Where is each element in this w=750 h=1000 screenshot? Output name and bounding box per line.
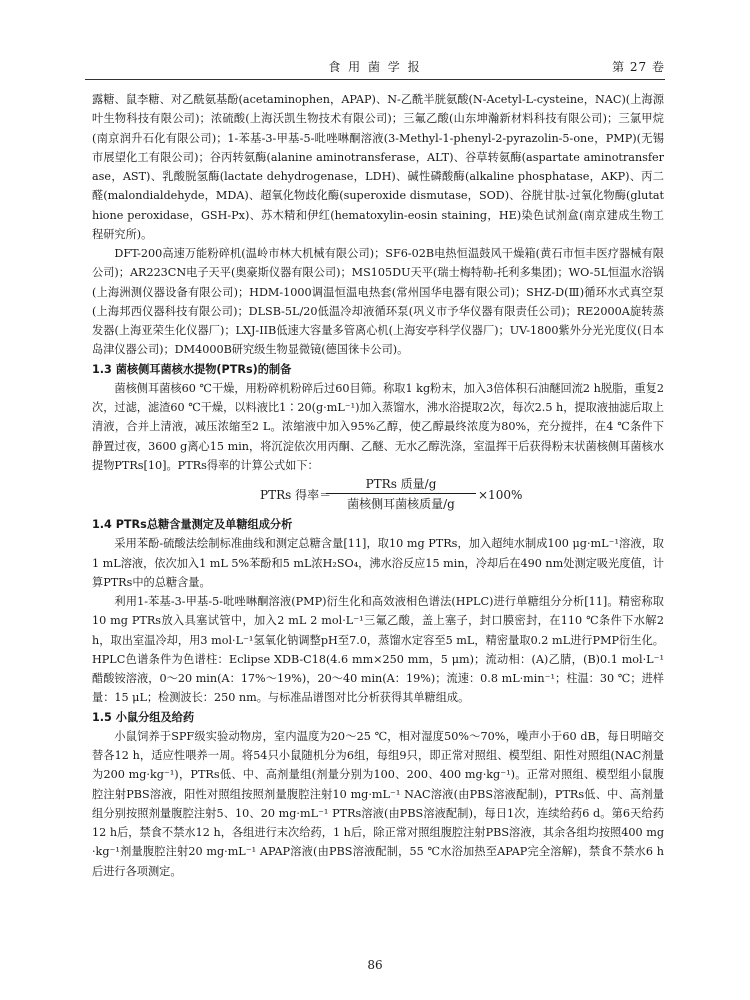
paragraph: 小鼠饲养于SPF级实验动物房，室内温度为20～25 ℃，相对湿度50%～70%，噪声小于60 dB，每日明暗交替各12 h，适应性喂养一周。将54只小鼠随机分为6组，每组9只，即正常对照组、模型组、阳性对照组(NAC剂量为200 mg·kg⁻¹)，PTRs低、中、高剂量组(剂量分别为100、200、400 mg·kg⁻¹)。正常对照组、模型组小鼠腹腔注射PBS溶液，阳性对照组按照剂量腹腔注射10 mg·mL⁻¹ NAC溶液(由PBS溶液配制)，PTRs低、中、高剂量组分别按照剂量腹腔注射5、10、20 mg·mL⁻¹ PTRs溶液(由PBS溶液配制)，每日1次，连续给药6 d。第6天给药12 h后，禁食不禁水12 h，各组进行末次给药，1 h后，除正常对照组腹腔注射PBS溶液，其余各组均按照400 mg·kg⁻¹剂量腹腔注射20 mg·mL⁻¹ APAP溶液(由PBS溶液配制，55 ℃水浴加热至APAP完全溶解)，禁食不禁水6 h后进行各项测定。: [92, 729, 664, 878]
formula-denominator: 菌核侧耳菌核质量/g: [347, 497, 455, 511]
volume-label: 第 27 卷: [612, 60, 665, 74]
paragraph: 露糖、鼠李糖、对乙酰氨基酚(acetaminophen，APAP)、N-乙酰半胱氨酸(N-Acetyl-L-cysteine，NAC)(上海源叶生物科技有限公司)；浓硫酸(上海沃凯生物技术有限公司)；三氟乙酸(山东坤瀚新材料科技有限公司)；三氯甲烷(南京润升石化有限公司)；1-苯基-3-甲基-5-吡唑啉酮溶液(3-Methyl-1-phenyl-2-pyrazolin-5-one，PMP)(无锡市展望化工有限公司)；谷丙转氨酶(alanine aminotransferase，ALT)、谷草转氨酶(aspartate aminotransferase，AST)、乳酸脱氢酶(lactate dehydrogenase，LDH)、碱性磷酸酶(alkaline phosphatase，AKP)、丙二醛(malondialdehyde，MDA)、超氧化物歧化酶(superoxide dismutase，SOD)、谷胱甘肽-过氧化物酶(glutathione peroxidase，GSH-Px)、苏木精和伊红(hematoxylin-eosin staining，HE)染色试剂盒(南京建成生物工程研究所)。: [92, 93, 664, 241]
running-header: [85, 56, 665, 78]
paragraph: 采用苯酚-硫酸法绘制标准曲线和测定总糖含量[11]，取10 mg PTRs，加入超纯水制成100 μg·mL⁻¹溶液，取1 mL溶液，依次加入1 mL 5%苯酚和5 mL浓H₂SO₄，沸水浴反应15 min，冷却后在490 nm处测定吸光度值，计算PTRs中的总糖含量。: [92, 537, 664, 589]
formula-fraction: [326, 475, 476, 512]
formula-tail: ×100%: [478, 488, 523, 502]
paragraph: DFT-200高速万能粉碎机(温岭市林大机械有限公司)；SF6-02B电热恒温鼓风干燥箱(黄石市恒丰医疗器械有限公司)；AR223CN电子天平(奥豪斯仪器有限公司)；MS105DU天平(瑞士梅特勒-托利多集团)；WO-5L恒温水浴锅(上海洲测仪器设备有限公司)；HDM-1000调温恒温电热套(常州国华电器有限公司)；SHZ-D(Ⅲ)循环水式真空泵(上海邦西仪器科技有限公司)；DLSB-5L/20低温冷却液循环泵(巩义市予华仪器有限责任公司)；RE2000A旋转蒸发器(上海亚荣生化仪器厂)；LXJ-IIB低速大容量多管离心机(上海安亭科学仪器厂)；UV-1800紫外分光光度仪(日本岛津仪器公司)；DM4000B研究级生物显微镜(德国徕卡公司)。: [92, 247, 664, 357]
body-text: [92, 90, 664, 881]
page-number: 86: [367, 958, 383, 972]
journal-title: 食 用 菌 学 报: [328, 60, 422, 74]
header-rule: [85, 79, 665, 80]
section-heading: 1.5 小鼠分组及给药: [92, 710, 195, 724]
formula-numerator: PTRs 质量/g: [326, 475, 476, 494]
section-heading: 1.3 菌核侧耳菌核水提物(PTRs)的制备: [92, 362, 292, 376]
formula: [92, 475, 664, 515]
formula-lhs: PTRs 得率＝: [260, 488, 332, 502]
paragraph: 菌核侧耳菌核60 ℃干燥，用粉碎机粉碎后过60目筛。称取1 kg粉末，加入3倍体积石油醚回流2 h脱脂，重复2次，过滤，滤渣60 ℃干燥，以料液比1∶20(g·mL⁻¹)加入蒸馏水，沸水浴提取2次，每次2.5 h，提取液抽滤后取上清液，合并上清液，减压浓缩至2 L。浓缩液中加入95%乙醇，使乙醇最终浓度为80%，充分搅拌，在4 ℃条件下静置过夜，3600 g离心15 min，将沉淀依次用丙酮、乙醚、无水乙醇洗涤，室温挥干后获得粉末状菌核侧耳菌核水提物PTRs[10]。PTRs得率的计算公式如下：: [92, 381, 664, 472]
paragraph: 利用1-苯基-3-甲基-5-吡唑啉酮溶液(PMP)衍生化和高效液相色谱法(HPLC)进行单糖组分分析[11]。精密称取10 mg PTRs放入具塞试管中，加入2 mL 2 mol·L⁻¹三氟乙酸，盖上塞子，封口膜密封，在110 ℃条件下水解2 h，取出室温冷却，用3 mol·L⁻¹氢氧化钠调整pH至7.0，蒸馏水定容至5 mL，精密量取0.2 mL进行PMP衍生化。HPLC色谱条件为色谱柱：Eclipse XDB-C18(4.6 mm×250 mm，5 μm)；流动相：(A)乙腈，(B)0.1 mol·L⁻¹醋酸铵溶液，0～20 min(A：17%～19%)，20～40 min(A：19%)；流速：0.8 mL·min⁻¹；柱温：30 ℃；进样量：15 μL；检测波长：250 nm。与标准品谱图对比分析获得其单糖组成。: [92, 595, 664, 705]
section-heading: 1.4 PTRs总糖含量测定及单糖组成分析: [92, 518, 293, 531]
